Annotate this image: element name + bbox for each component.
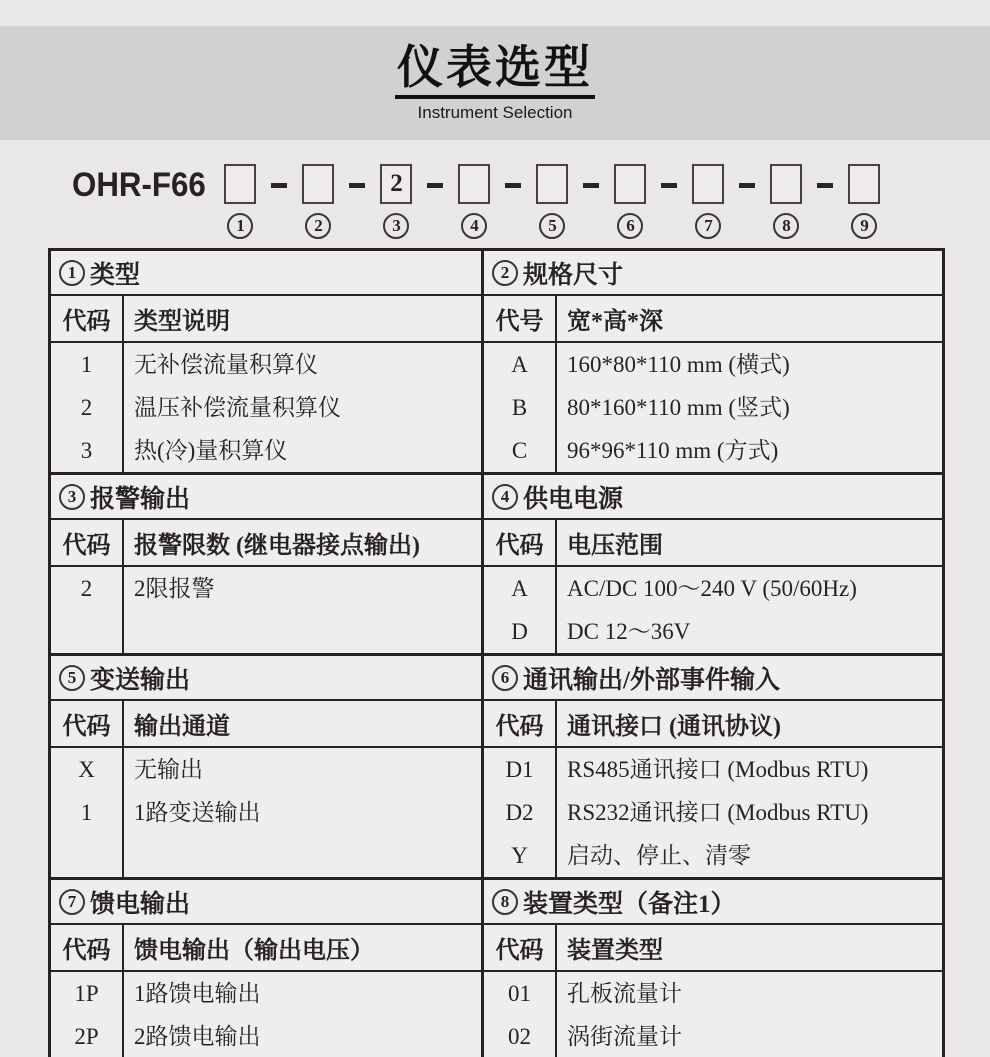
section-title-text: 供电电源 bbox=[523, 485, 624, 513]
code-cells bbox=[484, 343, 557, 472]
desc-cells bbox=[124, 972, 481, 1057]
code-value: A bbox=[511, 576, 528, 601]
section-communication bbox=[481, 656, 942, 877]
position-number-8: 8 bbox=[773, 213, 799, 239]
desc-value: RS485通讯接口 (Modbus RTU) bbox=[567, 757, 869, 782]
desc-cells bbox=[557, 567, 942, 653]
code-box-1 bbox=[224, 164, 256, 204]
code-position-1 bbox=[223, 164, 257, 239]
code-position-4 bbox=[457, 164, 491, 239]
desc-cells bbox=[124, 343, 481, 472]
desc-cells bbox=[124, 567, 481, 653]
desc-column-header: 馈电输出（输出电压） bbox=[134, 938, 374, 964]
code-box-5 bbox=[536, 164, 568, 204]
position-number-4: 4 bbox=[461, 213, 487, 239]
section-title bbox=[51, 475, 481, 520]
section-title bbox=[484, 251, 942, 296]
section-power-supply bbox=[481, 475, 942, 653]
dash-separator bbox=[349, 183, 365, 188]
desc-value: 2路馈电输出 bbox=[134, 1024, 261, 1049]
code-value: 2 bbox=[80, 395, 93, 420]
section-alarm-output bbox=[51, 475, 481, 653]
desc-value: 1路变送输出 bbox=[134, 800, 261, 825]
desc-value: 2限报警 bbox=[134, 576, 215, 601]
column-header-row bbox=[51, 701, 481, 748]
column-header-row bbox=[51, 296, 481, 343]
code-position-8 bbox=[769, 164, 803, 239]
code-position-5 bbox=[535, 164, 569, 239]
code-box-8 bbox=[770, 164, 802, 204]
dash-separator bbox=[817, 183, 833, 188]
desc-column-header: 装置类型 bbox=[567, 938, 663, 964]
desc-value: 热(冷)量积算仪 bbox=[134, 438, 288, 463]
page-subtitle: Instrument Selection bbox=[417, 102, 573, 122]
desc-value: 无补偿流量积算仪 bbox=[134, 352, 318, 377]
code-column-header: 代号 bbox=[484, 296, 557, 341]
desc-cells bbox=[557, 972, 942, 1057]
section-title-text: 规格尺寸 bbox=[523, 261, 624, 289]
table-band-3 bbox=[51, 656, 942, 880]
code-column-header: 代码 bbox=[484, 925, 557, 970]
code-value: D1 bbox=[505, 757, 534, 782]
circled-number-icon: 7 bbox=[59, 889, 85, 915]
table-band-2 bbox=[51, 475, 942, 656]
desc-value: 无输出 bbox=[134, 757, 203, 782]
model-code-row bbox=[72, 164, 881, 239]
code-box-4 bbox=[458, 164, 490, 204]
section-title-text: 类型 bbox=[90, 261, 141, 289]
section-title-text: 变送输出 bbox=[90, 666, 191, 694]
dash-separator bbox=[661, 183, 677, 188]
code-cells bbox=[484, 972, 557, 1057]
code-value: 01 bbox=[508, 981, 531, 1006]
desc-value: 涡街流量计 bbox=[567, 1024, 682, 1049]
section-type bbox=[51, 251, 481, 472]
circled-number-icon: 4 bbox=[492, 484, 518, 510]
code-value: 1 bbox=[80, 352, 93, 377]
section-title-text: 报警输出 bbox=[90, 485, 191, 513]
code-position-6 bbox=[613, 164, 647, 239]
position-number-6: 6 bbox=[617, 213, 643, 239]
code-box-7 bbox=[692, 164, 724, 204]
desc-value: 启动、停止、清零 bbox=[567, 843, 751, 868]
code-cells bbox=[51, 748, 124, 877]
position-number-1: 1 bbox=[227, 213, 253, 239]
column-header-row bbox=[51, 925, 481, 972]
code-value: A bbox=[511, 352, 528, 377]
column-header-row bbox=[484, 925, 942, 972]
position-number-3: 3 bbox=[383, 213, 409, 239]
section-title-text: 通讯输出/外部事件输入 bbox=[523, 666, 780, 694]
desc-column-header: 通讯接口 (通讯协议) bbox=[567, 714, 781, 740]
section-title-text: 馈电输出 bbox=[90, 890, 191, 918]
section-title bbox=[484, 880, 942, 925]
desc-column-header: 类型说明 bbox=[134, 309, 230, 335]
section-title bbox=[51, 880, 481, 925]
data-area bbox=[484, 567, 942, 653]
code-position-7 bbox=[691, 164, 725, 239]
code-position-9 bbox=[847, 164, 881, 239]
position-number-9: 9 bbox=[851, 213, 877, 239]
dash-separator bbox=[583, 183, 599, 188]
column-header-row bbox=[484, 296, 942, 343]
code-value: 2 bbox=[80, 576, 93, 601]
code-cells bbox=[484, 567, 557, 653]
code-cells bbox=[51, 972, 124, 1057]
code-box-2 bbox=[302, 164, 334, 204]
desc-cells bbox=[124, 748, 481, 877]
dash-separator bbox=[739, 183, 755, 188]
code-position-3 bbox=[379, 164, 413, 239]
section-transmit-output bbox=[51, 656, 481, 877]
code-value: D bbox=[511, 619, 528, 644]
section-title-text: 装置类型（备注1） bbox=[523, 890, 736, 918]
desc-cells bbox=[557, 343, 942, 472]
section-title bbox=[51, 251, 481, 296]
section-device-type bbox=[481, 880, 942, 1057]
desc-cells bbox=[557, 748, 942, 877]
code-column-header: 代码 bbox=[51, 925, 124, 970]
dash-separator bbox=[427, 183, 443, 188]
position-number-7: 7 bbox=[695, 213, 721, 239]
code-value: B bbox=[511, 395, 528, 420]
desc-column-header: 报警限数 (继电器接点输出) bbox=[134, 533, 420, 559]
desc-value: 孔板流量计 bbox=[567, 981, 682, 1006]
circled-number-icon: 8 bbox=[492, 889, 518, 915]
section-title bbox=[484, 475, 942, 520]
code-value: C bbox=[511, 438, 528, 463]
data-area bbox=[484, 972, 942, 1057]
circled-number-icon: 6 bbox=[492, 665, 518, 691]
code-column-header: 代码 bbox=[51, 701, 124, 746]
column-header-row bbox=[51, 520, 481, 567]
section-feed-power bbox=[51, 880, 481, 1057]
circled-number-icon: 3 bbox=[59, 484, 85, 510]
code-value: D2 bbox=[505, 800, 534, 825]
code-position-2 bbox=[301, 164, 335, 239]
desc-value: 160*80*110 mm (横式) bbox=[567, 352, 790, 377]
selection-table bbox=[48, 248, 945, 1057]
data-area bbox=[51, 343, 481, 472]
code-box-3: 2 bbox=[380, 164, 412, 204]
circled-number-icon: 5 bbox=[59, 665, 85, 691]
code-column-header: 代码 bbox=[484, 701, 557, 746]
circled-number-icon: 1 bbox=[59, 260, 85, 286]
table-band-1 bbox=[51, 251, 942, 475]
code-cells bbox=[484, 748, 557, 877]
section-title bbox=[484, 656, 942, 701]
column-header-row bbox=[484, 701, 942, 748]
code-box-6 bbox=[614, 164, 646, 204]
code-box-9 bbox=[848, 164, 880, 204]
desc-value: 96*96*110 mm (方式) bbox=[567, 438, 779, 463]
table-band-4 bbox=[51, 880, 942, 1057]
code-cells bbox=[51, 343, 124, 472]
code-value: Y bbox=[511, 843, 528, 868]
code-value: 1P bbox=[74, 981, 99, 1006]
model-prefix: OHR-F66 bbox=[72, 166, 206, 204]
desc-value: RS232通讯接口 (Modbus RTU) bbox=[567, 800, 869, 825]
desc-column-header: 电压范围 bbox=[567, 533, 663, 559]
dash-separator bbox=[271, 183, 287, 188]
desc-value: DC 12～36V bbox=[567, 619, 691, 644]
section-dimensions bbox=[481, 251, 942, 472]
code-value: 1 bbox=[80, 800, 93, 825]
code-value: 02 bbox=[508, 1024, 531, 1049]
position-number-5: 5 bbox=[539, 213, 565, 239]
desc-value: 80*160*110 mm (竖式) bbox=[567, 395, 790, 420]
code-value: 2P bbox=[74, 1024, 99, 1049]
desc-column-header: 输出通道 bbox=[134, 714, 230, 740]
data-area bbox=[484, 343, 942, 472]
data-area bbox=[51, 748, 481, 877]
code-value: X bbox=[78, 757, 95, 782]
data-area bbox=[51, 972, 481, 1057]
circled-number-icon: 2 bbox=[492, 260, 518, 286]
data-area bbox=[484, 748, 942, 877]
data-area bbox=[51, 567, 481, 653]
page-title: 仪表选型 bbox=[395, 43, 595, 98]
desc-value: 1路馈电输出 bbox=[134, 981, 261, 1006]
desc-value: AC/DC 100～240 V (50/60Hz) bbox=[567, 576, 857, 601]
header-banner bbox=[0, 26, 990, 140]
desc-column-header: 宽*高*深 bbox=[567, 309, 663, 335]
position-number-2: 2 bbox=[305, 213, 331, 239]
section-title bbox=[51, 656, 481, 701]
code-cells bbox=[51, 567, 124, 653]
desc-value: 温压补偿流量积算仪 bbox=[134, 395, 341, 420]
code-column-header: 代码 bbox=[484, 520, 557, 565]
code-column-header: 代码 bbox=[51, 520, 124, 565]
code-value: 3 bbox=[80, 438, 93, 463]
dash-separator bbox=[505, 183, 521, 188]
code-column-header: 代码 bbox=[51, 296, 124, 341]
column-header-row bbox=[484, 520, 942, 567]
